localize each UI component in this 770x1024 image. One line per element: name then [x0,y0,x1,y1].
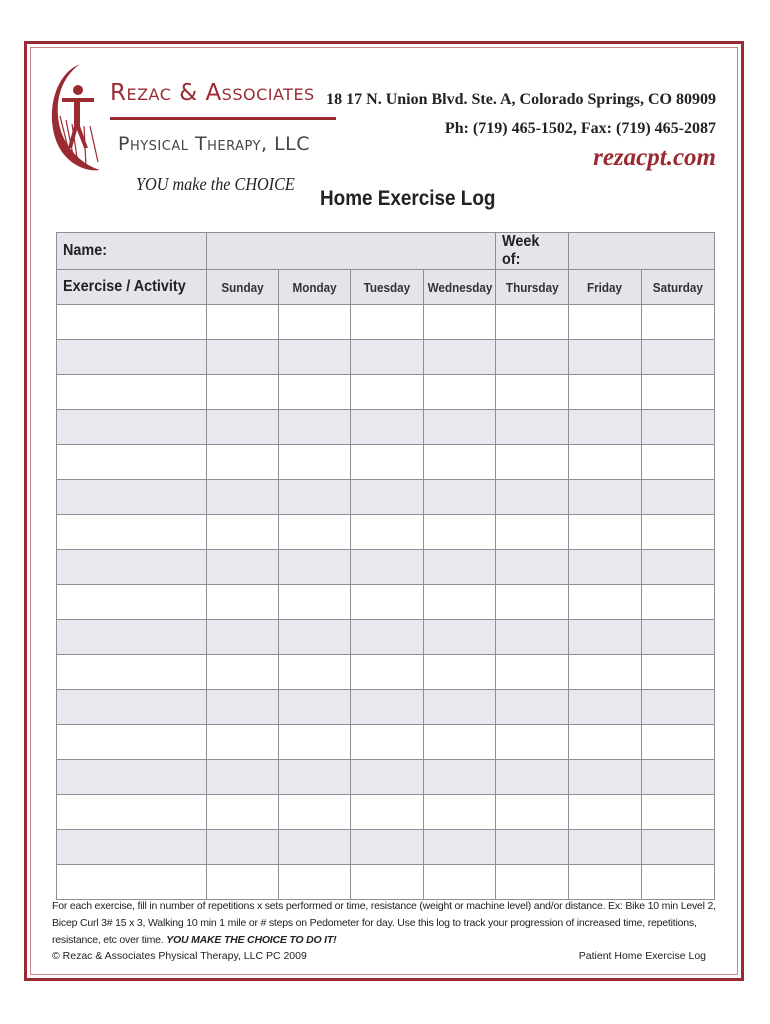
day-cell-thursday[interactable] [496,760,569,795]
day-cell-monday[interactable] [279,865,351,900]
day-cell-saturday[interactable] [642,585,715,620]
day-cell-saturday[interactable] [642,410,715,445]
exercise-cell[interactable] [57,305,207,340]
day-cell-tuesday[interactable] [351,620,424,655]
day-cell-monday[interactable] [279,375,351,410]
day-cell-thursday[interactable] [496,865,569,900]
day-cell-wednesday[interactable] [424,480,496,515]
week-input-cell[interactable] [569,233,715,270]
day-cell-saturday[interactable] [642,480,715,515]
day-cell-thursday[interactable] [496,480,569,515]
day-cell-friday[interactable] [569,585,642,620]
table-row [57,620,715,655]
website-link[interactable]: rezacpt.com [593,144,716,171]
week-label-cell [496,233,569,270]
day-header-friday: Friday [569,270,642,305]
day-cell-thursday[interactable] [496,305,569,340]
day-cell-wednesday[interactable] [424,830,496,865]
day-header-wednesday: Wednesday [424,270,496,305]
table-row [57,340,715,375]
day-cell-sunday[interactable] [207,410,279,445]
day-cell-tuesday[interactable] [351,655,424,690]
day-cell-sunday[interactable] [207,550,279,585]
day-cell-wednesday[interactable] [424,690,496,725]
day-cell-monday[interactable] [279,480,351,515]
day-cell-friday[interactable] [569,690,642,725]
day-cell-saturday[interactable] [642,375,715,410]
day-cell-thursday[interactable] [496,445,569,480]
day-cell-saturday[interactable] [642,865,715,900]
table-row [57,585,715,620]
day-cell-monday[interactable] [279,340,351,375]
instructions-body: For each exercise, fill in number of repetitions x sets performed or time, resistance (weight or machine level) and/or distance. Ex: Bike 10 min Level 2, Bicep Curl 3# 15 x 3, Walking 10 min 1 mile or # steps on Pedometer for day. Use this log to track your progression of increased time, repetitions, resistance, etc over time. [52,900,716,946]
day-cell-friday[interactable] [569,760,642,795]
day-cell-monday[interactable] [279,690,351,725]
day-cell-friday[interactable] [569,305,642,340]
table-row [57,515,715,550]
day-cell-tuesday[interactable] [351,515,424,550]
table-row [57,795,715,830]
day-cell-thursday[interactable] [496,690,569,725]
day-cell-wednesday[interactable] [424,760,496,795]
day-cell-friday[interactable] [569,655,642,690]
exercise-cell[interactable] [57,760,207,795]
day-cell-wednesday[interactable] [424,620,496,655]
table-row [57,690,715,725]
day-cell-wednesday[interactable] [424,305,496,340]
table-row [57,305,715,340]
day-cell-tuesday[interactable] [351,340,424,375]
day-cell-tuesday[interactable] [351,690,424,725]
day-cell-thursday[interactable] [496,620,569,655]
table-row [57,725,715,760]
day-cell-friday[interactable] [569,550,642,585]
brand-subtitle: Physical Therapy, LLC [118,133,311,155]
form-name: Patient Home Exercise Log [578,950,706,962]
day-cell-wednesday[interactable] [424,445,496,480]
table-row [57,445,715,480]
day-cell-tuesday[interactable] [351,480,424,515]
day-cell-monday[interactable] [279,550,351,585]
day-cell-saturday[interactable] [642,795,715,830]
instructions-emphasis: YOU MAKE THE CHOICE TO DO IT! [166,934,337,946]
day-cell-friday[interactable] [569,480,642,515]
day-cell-friday[interactable] [569,515,642,550]
day-cell-wednesday[interactable] [424,515,496,550]
day-cell-thursday[interactable] [496,655,569,690]
day-cell-wednesday[interactable] [424,585,496,620]
day-cell-wednesday[interactable] [424,340,496,375]
brand-tagline: YOU make the CHOICE [136,174,295,194]
exercise-log-table [56,232,715,900]
day-cell-friday[interactable] [569,375,642,410]
exercise-cell[interactable] [57,585,207,620]
day-cell-tuesday[interactable] [351,550,424,585]
contact-phone-fax: Ph: (719) 465-1502, Fax: (719) 465-2087 [444,120,716,137]
table-row [57,655,715,690]
day-cell-monday[interactable] [279,585,351,620]
day-cell-thursday[interactable] [496,830,569,865]
day-cell-friday[interactable] [569,865,642,900]
day-cell-friday[interactable] [569,445,642,480]
day-cell-tuesday[interactable] [351,865,424,900]
name-label-cell [57,233,207,270]
day-cell-friday[interactable] [569,620,642,655]
day-cell-wednesday[interactable] [424,655,496,690]
day-cell-thursday[interactable] [496,585,569,620]
day-cell-saturday[interactable] [642,445,715,480]
day-cell-thursday[interactable] [496,550,569,585]
vitruvian-logo-icon [40,56,140,176]
week-label: Week of: [502,233,540,268]
day-cell-monday[interactable] [279,410,351,445]
day-cell-wednesday[interactable] [424,795,496,830]
day-cell-sunday[interactable] [207,620,279,655]
day-cell-friday[interactable] [569,795,642,830]
day-cell-monday[interactable] [279,655,351,690]
table-row [57,865,715,900]
exercise-cell[interactable] [57,830,207,865]
column-header-row [57,270,715,305]
day-cell-thursday[interactable] [496,410,569,445]
day-cell-sunday[interactable] [207,795,279,830]
brand-divider [110,117,336,120]
day-cell-monday[interactable] [279,445,351,480]
exercise-cell[interactable] [57,480,207,515]
day-cell-friday[interactable] [569,830,642,865]
name-row [57,233,715,270]
table-row [57,480,715,515]
exercise-cell[interactable] [57,375,207,410]
day-cell-sunday[interactable] [207,445,279,480]
day-header-thursday: Thursday [496,270,569,305]
day-header-tuesday: Tuesday [351,270,424,305]
day-cell-saturday[interactable] [642,515,715,550]
day-cell-saturday[interactable] [642,830,715,865]
day-cell-sunday[interactable] [207,690,279,725]
day-cell-tuesday[interactable] [351,445,424,480]
day-cell-sunday[interactable] [207,585,279,620]
day-cell-sunday[interactable] [207,375,279,410]
day-cell-thursday[interactable] [496,515,569,550]
day-cell-thursday[interactable] [496,795,569,830]
exercise-cell[interactable] [57,445,207,480]
day-cell-tuesday[interactable] [351,725,424,760]
table-row [57,410,715,445]
day-cell-wednesday[interactable] [424,865,496,900]
day-cell-saturday[interactable] [642,340,715,375]
day-cell-tuesday[interactable] [351,830,424,865]
day-cell-sunday[interactable] [207,480,279,515]
exercise-cell[interactable] [57,515,207,550]
day-cell-sunday[interactable] [207,725,279,760]
day-cell-saturday[interactable] [642,305,715,340]
table-row [57,830,715,865]
contact-block [326,85,716,143]
day-cell-monday[interactable] [279,760,351,795]
exercise-cell[interactable] [57,550,207,585]
day-cell-sunday[interactable] [207,760,279,795]
day-cell-monday[interactable] [279,725,351,760]
day-cell-tuesday[interactable] [351,410,424,445]
day-cell-sunday[interactable] [207,655,279,690]
day-cell-friday[interactable] [569,410,642,445]
exercise-cell[interactable] [57,340,207,375]
day-cell-wednesday[interactable] [424,550,496,585]
day-cell-thursday[interactable] [496,725,569,760]
exercise-cell[interactable] [57,795,207,830]
day-cell-friday[interactable] [569,725,642,760]
exercise-cell[interactable] [57,690,207,725]
day-cell-monday[interactable] [279,830,351,865]
exercise-cell[interactable] [57,725,207,760]
exercise-cell[interactable] [57,410,207,445]
day-cell-friday[interactable] [569,340,642,375]
day-cell-wednesday[interactable] [424,410,496,445]
table-row [57,550,715,585]
exercise-cell[interactable] [57,620,207,655]
day-header-monday: Monday [279,270,351,305]
exercise-cell[interactable] [57,865,207,900]
day-cell-wednesday[interactable] [424,725,496,760]
day-cell-wednesday[interactable] [424,375,496,410]
name-input-cell[interactable] [207,233,496,270]
document-title: Home Exercise Log [320,187,496,210]
contact-address: 18 17 N. Union Blvd. Ste. A, Colorado Springs, CO 80909 [326,91,716,108]
day-cell-thursday[interactable] [496,375,569,410]
day-cell-sunday[interactable] [207,830,279,865]
day-header-sunday: Sunday [207,270,279,305]
exercise-cell[interactable] [57,655,207,690]
exercise-header-cell [57,270,207,305]
day-cell-saturday[interactable] [642,655,715,690]
day-cell-monday[interactable] [279,795,351,830]
day-cell-tuesday[interactable] [351,375,424,410]
day-cell-sunday[interactable] [207,865,279,900]
brand-name: Rezac & Associates [110,80,315,106]
day-cell-saturday[interactable] [642,690,715,725]
name-label: Name: [63,242,108,259]
day-cell-monday[interactable] [279,515,351,550]
day-cell-sunday[interactable] [207,515,279,550]
copyright-notice: © Rezac & Associates Physical Therapy, LLC PC 2009 [52,950,307,962]
instructions-text [52,898,720,949]
day-cell-monday[interactable] [279,620,351,655]
day-cell-sunday[interactable] [207,340,279,375]
day-cell-tuesday[interactable] [351,795,424,830]
day-cell-monday[interactable] [279,305,351,340]
day-cell-sunday[interactable] [207,305,279,340]
day-cell-tuesday[interactable] [351,760,424,795]
exercise-header: Exercise / Activity [63,278,186,295]
day-cell-thursday[interactable] [496,340,569,375]
table-row [57,375,715,410]
day-cell-saturday[interactable] [642,725,715,760]
day-header-saturday: Saturday [642,270,715,305]
day-cell-saturday[interactable] [642,550,715,585]
table-row [57,760,715,795]
day-cell-saturday[interactable] [642,620,715,655]
day-cell-tuesday[interactable] [351,585,424,620]
day-cell-saturday[interactable] [642,760,715,795]
day-cell-tuesday[interactable] [351,305,424,340]
